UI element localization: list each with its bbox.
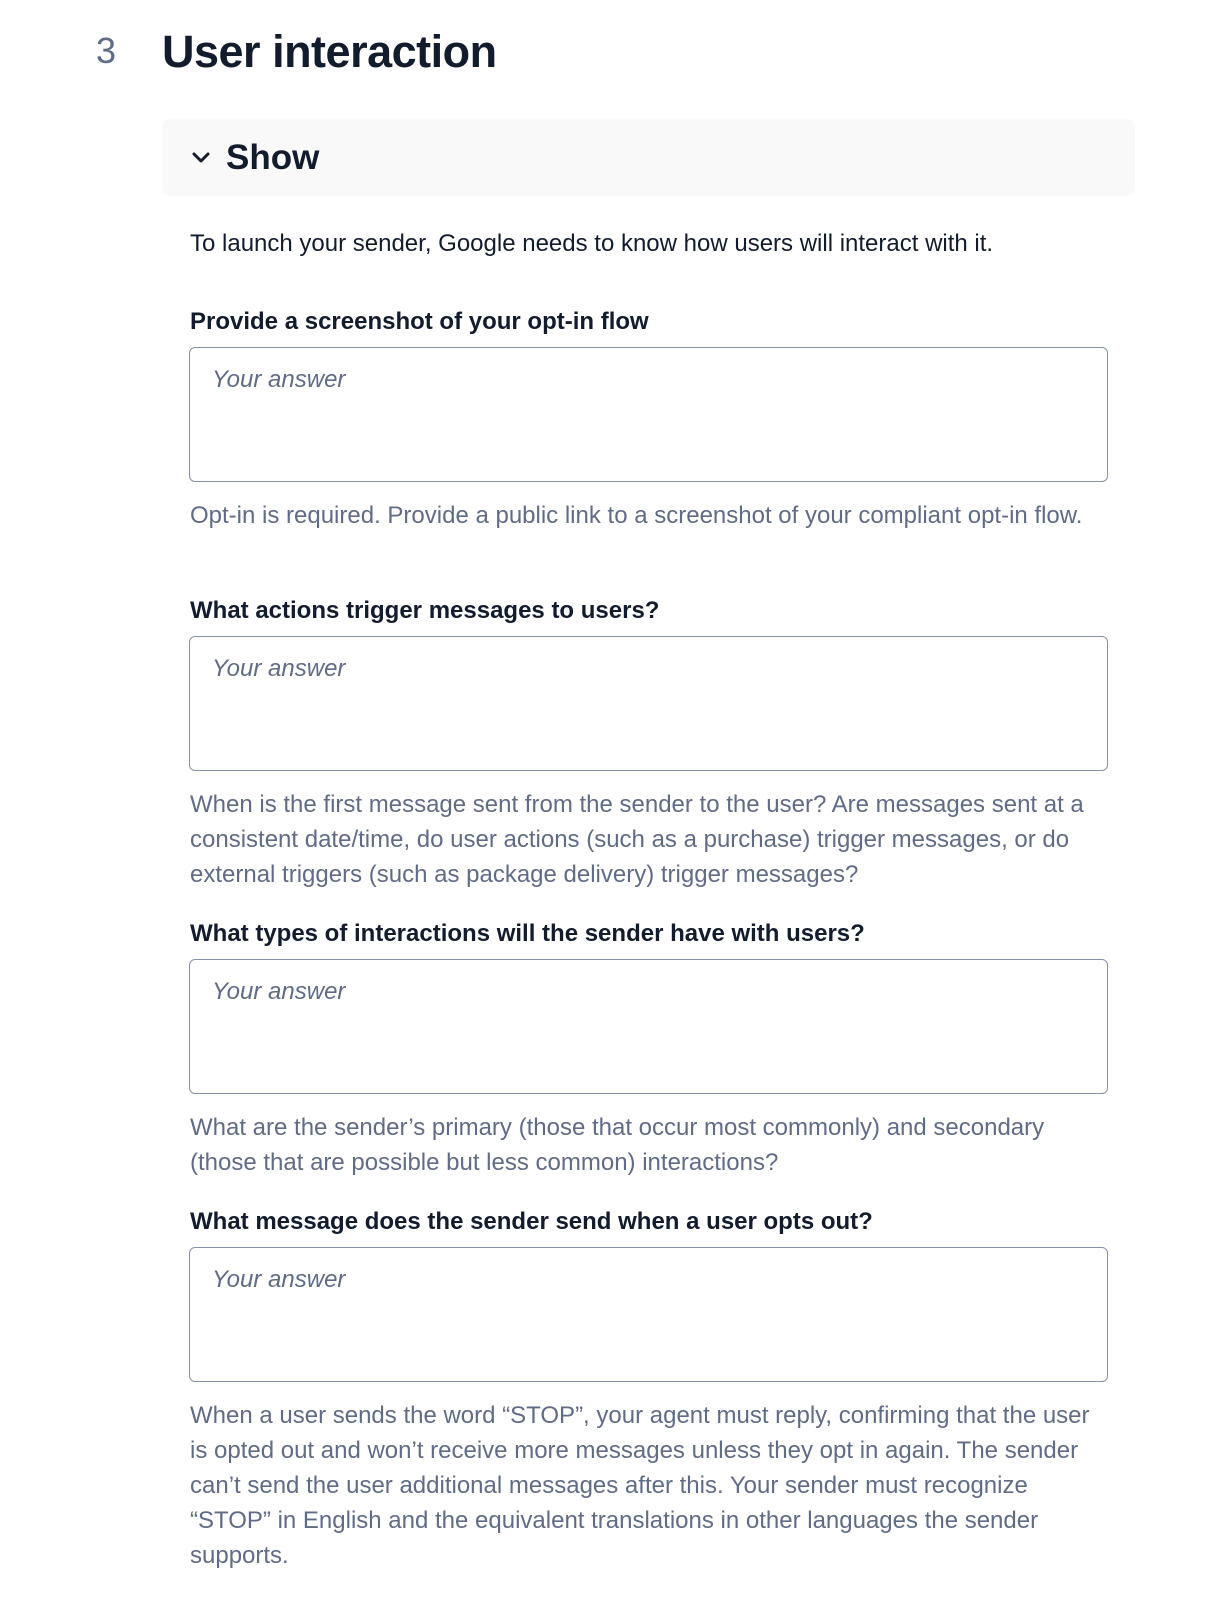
message-triggers-input[interactable]	[189, 636, 1108, 771]
interaction-types-input[interactable]	[189, 959, 1108, 1094]
chevron-down-icon	[190, 147, 212, 169]
section-title: User interaction	[162, 26, 497, 77]
intro-text: To launch your sender, Google needs to know how users will interact with it.	[190, 230, 994, 257]
interaction-types-help: What are the sender’s primary (those that occur most commonly) and secondary (those that are possible but less common) interactions?	[190, 1114, 1045, 1176]
opt-in-screenshot-input[interactable]	[189, 347, 1108, 482]
show-disclosure-toggle[interactable]	[162, 119, 1135, 196]
step-number: 3	[96, 30, 117, 71]
message-triggers-label: What actions trigger messages to users?	[190, 597, 660, 624]
interaction-types-label: What types of interactions will the sender have with users?	[190, 920, 865, 947]
opt-out-message-input[interactable]	[189, 1247, 1108, 1382]
message-triggers-help: When is the first message sent from the sender to the user? Are messages sent at a consistent date/time, do user actions (such as a purchase) trigger messages, or do external triggers (such as package delivery) trigger messages?	[190, 791, 1084, 888]
disclosure-label: Show	[226, 137, 320, 177]
opt-out-message-label: What message does the sender send when a user opts out?	[190, 1208, 873, 1235]
opt-in-screenshot-label: Provide a screenshot of your opt-in flow	[190, 308, 649, 335]
opt-out-message-help: When a user sends the word “STOP”, your agent must reply, confirming that the user is opted out and won’t receive more messages unless they opt in again. The sender can’t send the user additional messages after this. Your sender must recognize “STOP” in English and the equivalent translations in other languages the sender supports.	[190, 1402, 1090, 1569]
opt-in-screenshot-help: Opt-in is required. Provide a public link to a screenshot of your compliant opt-in flow.	[190, 502, 1083, 529]
